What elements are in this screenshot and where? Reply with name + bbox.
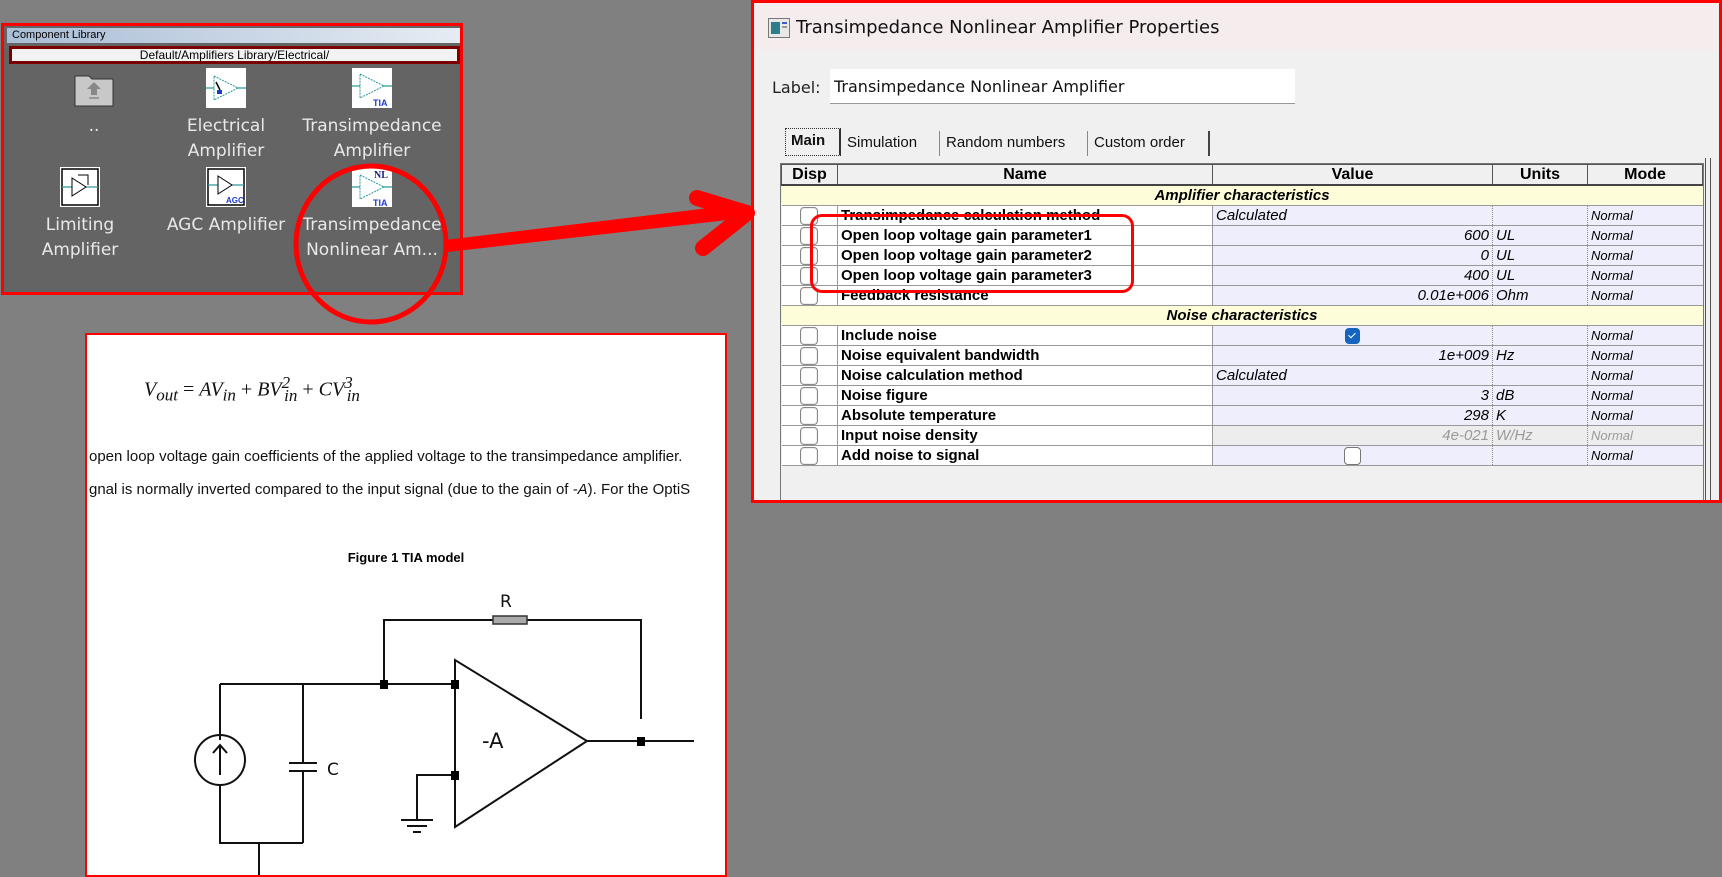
tab-random-numbers[interactable]: Random numbers [940,131,1088,156]
param-name: Open loop voltage gain parameter1 [838,226,1213,246]
disp-checkbox[interactable] [800,447,818,465]
param-name: Feedback resistance [838,286,1213,306]
column-header-value[interactable]: Value [1213,165,1493,186]
param-value[interactable]: 400 [1213,266,1493,286]
disp-checkbox[interactable] [800,367,818,385]
doc-paragraph-1: open loop voltage gain coefficients of the applied voltage to the transimpedance amplifier. [89,448,683,465]
add-noise-checkbox[interactable] [1344,447,1361,465]
param-name: Input noise density [838,426,1213,446]
disp-checkbox[interactable] [800,427,818,445]
param-mode: Normal [1588,426,1703,446]
library-item-label: Transimpedance [302,116,442,136]
disp-checkbox[interactable] [800,387,818,405]
electrical-amplifier-icon [206,68,246,108]
library-item-label: Amplifier [41,240,119,260]
param-mode[interactable]: Normal [1588,386,1703,406]
label-input[interactable] [830,69,1295,104]
folder-up-icon [74,68,114,108]
param-name: Absolute temperature [838,406,1213,426]
param-mode[interactable]: Normal [1588,406,1703,426]
param-mode[interactable]: Normal [1588,326,1703,346]
library-item-label: Amplifier [333,141,411,161]
svg-text:TIA: TIA [373,98,388,108]
section-header-noise: Noise characteristics [782,306,1703,326]
param-units [1493,446,1588,466]
param-mode[interactable]: Normal [1588,366,1703,386]
library-path-bar[interactable]: Default/Amplifiers Library/Electrical/ [9,46,460,64]
library-item-transimpedance-amplifier[interactable] [302,68,442,164]
library-item-label: Limiting [45,215,115,235]
highlight-gain-parameters-box [810,214,1134,293]
param-value[interactable]: 3 [1213,386,1493,406]
svg-text:NL: NL [374,170,388,181]
tab-main[interactable]: Main [785,128,841,156]
param-value[interactable]: 0.01e+006 [1213,286,1493,306]
svg-text:AGC: AGC [226,196,244,205]
label-caption: Label: [772,78,821,97]
svg-text:-A: -A [482,729,504,753]
table-row [782,426,1703,446]
table-row [782,326,1703,346]
library-item-label: .. [88,116,100,136]
param-value[interactable]: 0 [1213,246,1493,266]
param-units: UL [1493,226,1588,246]
param-units: Ohm [1493,286,1588,306]
disp-checkbox[interactable] [800,407,818,425]
param-units [1493,366,1588,386]
table-row [782,346,1703,366]
library-item-agc-amplifier[interactable] [156,167,296,238]
tab-simulation[interactable]: Simulation [841,131,940,156]
svg-text:R: R [500,592,512,612]
param-name: Include noise [838,326,1213,346]
library-item-limiting-amplifier[interactable] [10,167,150,263]
column-header-units[interactable]: Units [1493,165,1588,186]
param-name: Transimpedance calculation method [838,206,1213,226]
table-row [782,446,1703,466]
library-item-label: AGC Amplifier [166,215,286,235]
column-header-disp[interactable]: Disp [782,165,838,186]
grid-scrollbar[interactable] [1705,158,1711,503]
tia-icon [352,68,392,108]
param-mode[interactable]: Normal [1588,206,1703,226]
include-noise-checkbox[interactable] [1345,328,1360,344]
component-library-title: Component Library [7,28,460,43]
param-value [1213,326,1493,346]
param-name: Noise equivalent bandwidth [838,346,1213,366]
param-value[interactable]: Calculated [1213,206,1493,226]
param-units: K [1493,406,1588,426]
resistor-icon [493,616,527,624]
component-library-panel [1,23,463,295]
param-units [1493,206,1588,226]
dialog-title: Transimpedance Nonlinear Amplifier Properties [796,17,1220,38]
documentation-excerpt [85,333,727,877]
section-header-amplifier: Amplifier characteristics [782,185,1703,206]
param-value[interactable]: 298 [1213,406,1493,426]
param-value [1213,446,1493,466]
svg-text:C: C [327,760,339,780]
limiting-amplifier-icon [60,167,100,207]
param-value[interactable]: 600 [1213,226,1493,246]
library-item-label: Transimpedance [302,215,442,235]
param-units: Hz [1493,346,1588,366]
library-item-electrical-amplifier[interactable] [156,68,296,164]
figure-caption: Figure 1 TIA model [347,550,465,565]
param-units: W/Hz [1493,426,1588,446]
param-mode[interactable]: Normal [1588,346,1703,366]
library-item-parent-folder[interactable] [24,68,164,139]
param-name: Add noise to signal [838,446,1213,466]
param-mode[interactable]: Normal [1588,226,1703,246]
agc-amplifier-icon [206,167,246,207]
param-units: dB [1493,386,1588,406]
dialog-title-bar[interactable] [754,3,1719,51]
app-icon [768,18,790,38]
param-name: Open loop voltage gain parameter3 [838,266,1213,286]
library-item-label: Electrical [186,116,266,136]
library-item-label: Amplifier [187,141,265,161]
nonlinear-gain-equation: $V_{out} = AV_{in} + BV^2_{in} + CV^3_{in}$ [144,373,360,405]
param-units [1493,326,1588,346]
table-row [782,366,1703,386]
library-item-transimpedance-nonlinear-amplifier[interactable] [302,167,442,263]
param-name: Noise figure [838,386,1213,406]
tab-custom-order[interactable]: Custom order [1088,131,1210,156]
library-item-label: Nonlinear Am... [306,240,438,260]
param-name: Noise calculation method [838,366,1213,386]
doc-paragraph-2: gnal is normally inverted compared to the input signal (due to the gain of -A). For the OptiS [89,481,691,498]
param-mode[interactable]: Normal [1588,286,1703,306]
annotation-arrow-icon [445,204,745,252]
tia-circuit-diagram [87,335,727,877]
param-mode[interactable]: Normal [1588,266,1703,286]
nl-tia-icon [352,167,392,207]
param-units: UL [1493,266,1588,286]
column-header-name[interactable]: Name [838,165,1213,186]
table-row [782,386,1703,406]
table-row [782,406,1703,426]
param-value: 4e-021 [1213,426,1493,446]
param-mode[interactable]: Normal [1588,446,1703,466]
param-value[interactable]: Calculated [1213,366,1493,386]
disp-checkbox[interactable] [800,327,818,345]
param-units: UL [1493,246,1588,266]
param-value[interactable]: 1e+009 [1213,346,1493,366]
disp-checkbox[interactable] [800,347,818,365]
column-header-mode[interactable]: Mode [1588,165,1703,186]
svg-text:TIA: TIA [373,198,388,207]
param-mode[interactable]: Normal [1588,246,1703,266]
param-name: Open loop voltage gain parameter2 [838,246,1213,266]
